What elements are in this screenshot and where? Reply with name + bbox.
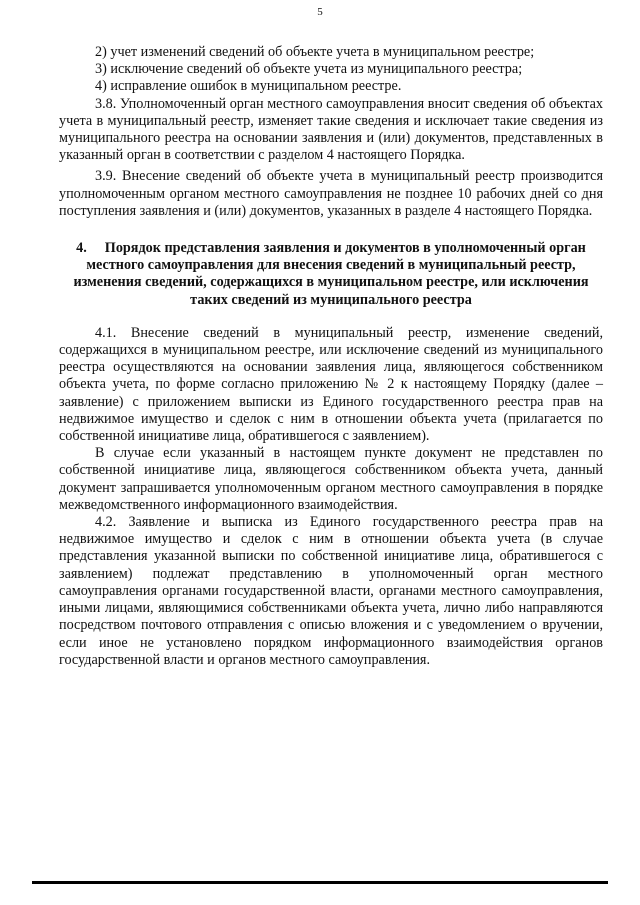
paragraph-3-8: 3.8. Уполномоченный орган местного самоуправления вносит сведения об объектах учета в муниципальный реестр, изменяет такие сведения и исключает такие сведения из муниципального реестра на основании заявления и (или) документов, представленных в указанный орган в соответствии с разделом 4 настоящего Порядка.: [59, 95, 603, 164]
list-item: 2) учет изменений сведений об объекте учета в муниципальном реестре;: [95, 44, 535, 60]
paragraph-4-1: 4.1. Внесение сведений в муниципальный реестр, изменение сведений, содержащихся в муниципальном реестре, или исключение сведений из муниципального реестра осуществляются на основании заявления лица, являющегося собственником объекта учета, по форме согласно приложению № 2 к настоящему Порядку (далее – заявление) с приложением выписки из Единого государственного реестра прав на недвижимое имущество и сделок с ним в отношении объекта учета (прилагается по собственной инициативе лица, обратившегося с заявлением).: [59, 324, 603, 445]
paragraph-4-2: 4.2. Заявление и выписка из Единого государственного реестра прав на недвижимое имущество и сделок с ним в отношении объекта учета (в случае представления указанной выписки по собственной инициативе лица, обратившегося с заявлением) подлежат представлению в уполномоченный орган местного самоуправления органами государственной власти, органами местного самоуправления, иными лицами, являющимися собственниками объекта учета, лично либо направляются посредством почтового отправления с описью вложения и с уведомлением о вручении, если иное не установлено порядком информационного взаимодействия органов государственной власти и органов местного самоуправления.: [59, 514, 603, 668]
list-item: 4) исправление ошибок в муниципальном реестре.: [95, 78, 402, 95]
document-body: [59, 44, 603, 669]
bottom-rule: [32, 881, 608, 884]
section-4-heading: [59, 240, 603, 309]
section-title: Порядок представления заявления и документов в уполномоченный орган местного самоуправления для внесения сведений в муниципальный реестр, изменения сведений, содержащихся в муниципальном реестре, или исключения таких сведений из муниципального реестра: [73, 240, 589, 308]
paragraph-4-1-continued: В случае если указанный в настоящем пункте документ не представлен по собственной инициативе лица, являющегося собственником объекта учета, данный документ запрашивается уполномоченным органом местного самоуправления в порядке межведомственного информационного взаимодействия.: [59, 445, 603, 513]
list-item: 3) исключение сведений об объекте учета из муниципального реестра;: [95, 61, 523, 78]
paragraph-3-9: 3.9. Внесение сведений об объекте учета в муниципальный реестр производится уполномоченным органом местного самоуправления не позднее 10 рабочих дней со дня поступления заявления и (или) документов, указанных в разделе 4 настоящего Порядка.: [59, 168, 603, 219]
page-number: 5: [317, 6, 323, 18]
section-number: 4.: [76, 240, 87, 257]
